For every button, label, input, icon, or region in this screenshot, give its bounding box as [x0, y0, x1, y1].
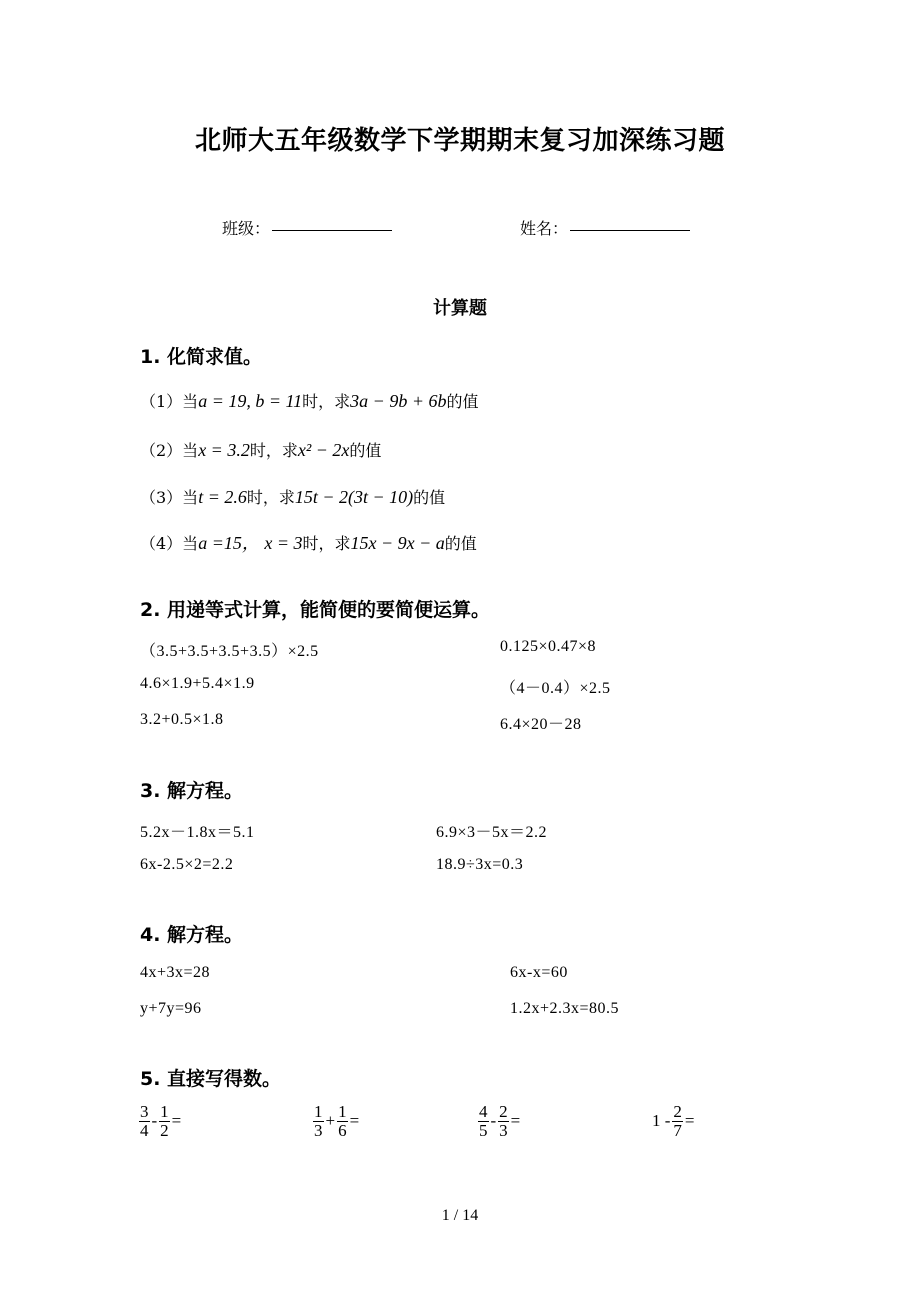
q4-item: 6x-x=60 [510, 964, 568, 981]
name-field [520, 216, 690, 239]
q3-heading: 3. 解方程。 [140, 780, 244, 802]
class-blank[interactable] [272, 229, 392, 231]
q2-item: 4.6×1.9+5.4×1.9 [140, 675, 255, 692]
fraction: $\frac{1}{2}$ [160, 1102, 169, 1140]
name-label: 姓名： [520, 219, 569, 238]
q4-heading: 4. 解方程。 [140, 924, 244, 946]
q2-item: （3.5+3.5+3.5+3.5）×2.5 [140, 643, 319, 660]
fraction-problem: 1 - $\frac{2}{7}$ = [652, 1102, 695, 1140]
q2-item: 3.2+0.5×1.8 [140, 711, 224, 728]
q3-item: 6.9×3－5x＝2.2 [436, 824, 548, 841]
fraction: $\frac{1}{3}$ [314, 1102, 323, 1140]
q1-item: （2）当x = 3.2时，求x² − 2x的值 [140, 440, 382, 460]
q1-item: （1）当a = 19, b = 11时，求3a − 9b + 6b的值 [140, 391, 479, 411]
name-blank[interactable] [570, 229, 690, 231]
fraction: $\frac{4}{5}$ [479, 1102, 488, 1140]
fraction: $\frac{3}{4}$ [140, 1102, 149, 1140]
fraction: $\frac{2}{7}$ [673, 1102, 682, 1140]
q3-item: 6x-2.5×2=2.2 [140, 856, 234, 873]
class-label: 班级： [222, 219, 271, 238]
fraction-problem: $\frac{3}{4}$ - $\frac{1}{2}$ = [140, 1102, 182, 1140]
q2-heading: 2. 用递等式计算，能简便的要简便运算。 [140, 599, 491, 621]
q4-item: y+7y=96 [140, 1000, 202, 1017]
q4-item: 1.2x+2.3x=80.5 [510, 1000, 620, 1017]
q5-heading: 5. 直接写得数。 [140, 1068, 282, 1090]
q1-heading: 1. 化简求值。 [140, 346, 263, 368]
fraction: $\frac{1}{6}$ [338, 1102, 347, 1140]
fraction-problem: $\frac{4}{5}$ - $\frac{2}{3}$ = [479, 1102, 521, 1140]
q4-item: 4x+3x=28 [140, 964, 211, 981]
fraction-problem: $\frac{1}{3}$ + $\frac{1}{6}$ = [314, 1102, 360, 1140]
q3-item: 5.2x－1.8x＝5.1 [140, 824, 255, 841]
page-number: 1 / 14 [441, 1207, 479, 1224]
q2-item: （4－0.4）×2.5 [500, 680, 611, 697]
q1-item: （3）当t = 2.6时，求15t − 2(3t − 10)的值 [140, 487, 446, 507]
page-title: 北师大五年级数学下学期期末复习加深练习题 [194, 126, 725, 156]
class-field [222, 216, 392, 239]
q2-item: 0.125×0.47×8 [500, 638, 597, 655]
fraction: $\frac{2}{3}$ [499, 1102, 508, 1140]
q2-item: 6.4×20－28 [500, 716, 582, 733]
section-title: 计算题 [433, 298, 487, 319]
q1-item: （4）当a =15， x = 3时，求15x − 9x − a的值 [140, 533, 477, 553]
q3-item: 18.9÷3x=0.3 [436, 856, 524, 873]
